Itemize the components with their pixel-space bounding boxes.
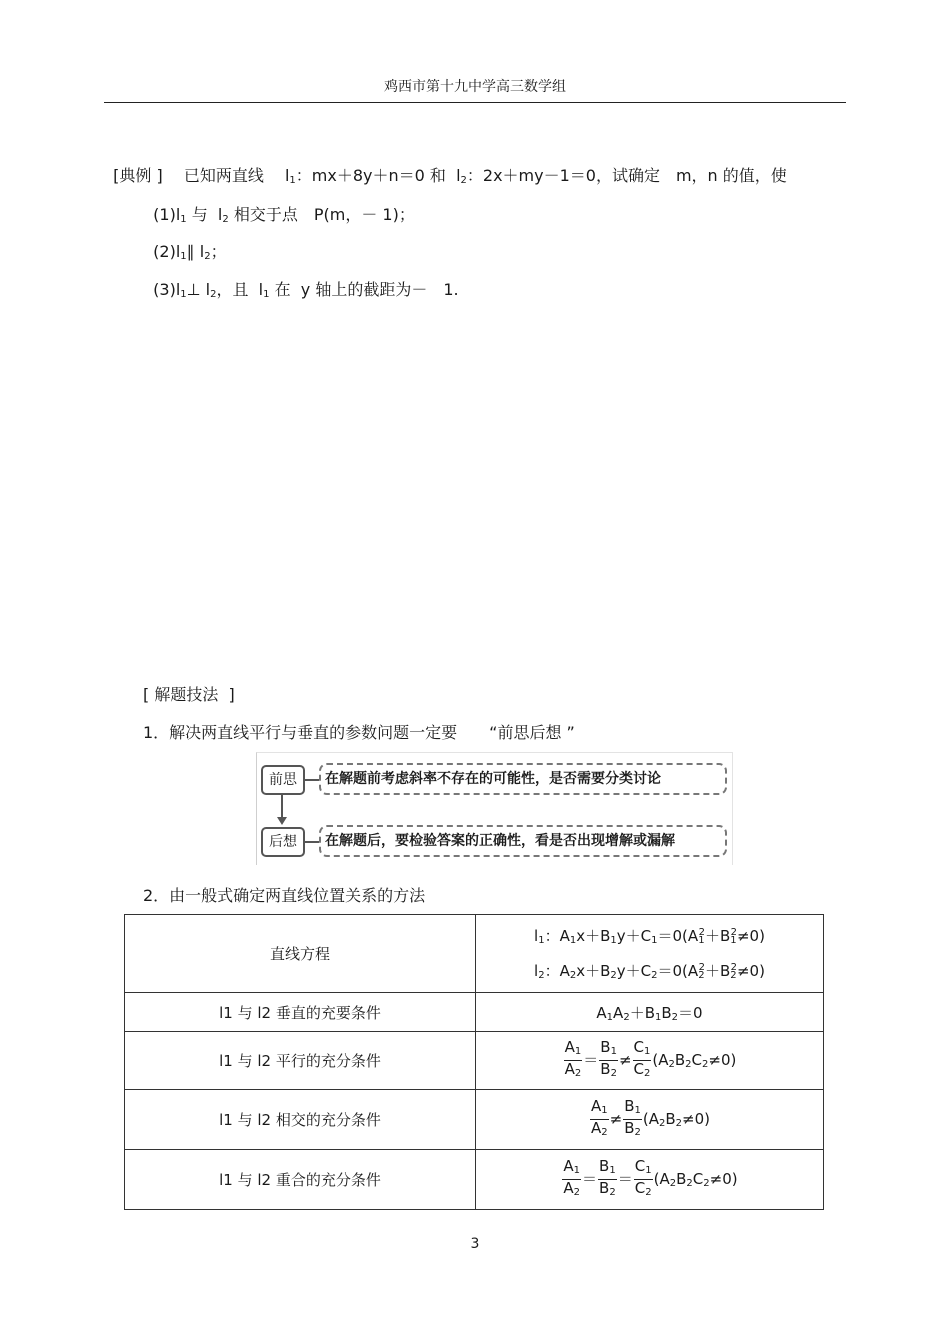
- diagram-box-after: 后想: [261, 827, 305, 857]
- q2-part-a: (2)l: [153, 242, 181, 261]
- table-cell-label: l1 与 l2 垂直的充要条件: [125, 993, 476, 1032]
- example-tag: [典例 ]: [113, 166, 163, 185]
- q1-part-b: 与 l: [186, 205, 223, 224]
- table-cell-label: l1 与 l2 重合的充分条件: [125, 1150, 476, 1210]
- table-cell-label: l1 与 l2 平行的充分条件: [125, 1032, 476, 1090]
- q1-part-c: 相交于点 P(m，－ 1)；: [228, 205, 415, 224]
- q1-part-a: (1)l: [153, 205, 181, 224]
- method-tag: [ 解题技法 ]: [143, 685, 235, 704]
- table-cell-label: l1 与 l2 相交的充分条件: [125, 1090, 476, 1150]
- question-1: $(1)l_1$ 与 $l_2$ 相交于点 P(m，－ 1)；: [153, 205, 415, 225]
- table-cell-condition: $\frac{A_1}{A_2}$ ≠ $\frac{B_1}{B_2}$ $(A_2B_2\ne 0)$: [476, 1090, 824, 1150]
- q2-part-b: ∥ l: [186, 242, 205, 261]
- table-cell-label: 直线方程: [125, 915, 476, 993]
- question-2: $(2)l_1\parallel$ $l_2$；: [153, 242, 227, 262]
- diagram-note-after: 在解题后，要检验答案的正确性，看是否出现增解或漏解: [319, 825, 727, 857]
- q3-part-d: 在 y 轴上的截距为－ 1.: [269, 280, 459, 299]
- q3-part-a: (3)l: [153, 280, 181, 299]
- arrow-down-icon: [277, 817, 287, 825]
- diagram-note-before: 在解题前考虑斜率不存在的可能性，是否需要分类讨论: [319, 763, 727, 795]
- q3-part-c: ，且 l: [216, 280, 264, 299]
- diagram-connector: [305, 841, 319, 843]
- q3-part-b: ⊥ l: [186, 280, 211, 299]
- table-row: [125, 1032, 824, 1090]
- table-cell-condition: $\frac{A_1}{A_2}$ ＝ $\frac{B_1}{B_2}$ ≠ $\frac{C_1}{C_2}$ $(A_2B_2C_2\ne 0)$: [476, 1032, 824, 1090]
- header-divider: [104, 102, 846, 103]
- example-statement: [典例 ] 已知两直线 $l_1$：mx＋8y＋n＝0 和 $l_2$：2x＋my－1＝0，试确定 m，n 的值，使: [113, 166, 787, 186]
- line-l2-equation: ：2x＋my－1＝0，试确定 m，n 的值，使: [466, 166, 787, 185]
- example-intro: 已知两直线: [183, 166, 264, 185]
- diagram-arrow-line: [281, 795, 283, 819]
- page-header-title: 鸡西市第十九中学高三数学组: [384, 79, 566, 95]
- table-row: [125, 993, 824, 1032]
- table-row: [125, 915, 824, 993]
- diagram-connector: [305, 779, 319, 781]
- table-cell-equations: [476, 915, 824, 993]
- question-3: $(3)l_1\perp$ $l_2$，且 $l_1$ 在 y 轴上的截距为－ 1.: [153, 280, 459, 300]
- line-l2-name: l: [456, 166, 461, 185]
- table-cell-condition: $\frac{A_1}{A_2}$ ＝ $\frac{B_1}{B_2}$ ＝ $\frac{C_1}{C_2}$ $(A_2B_2C_2\ne 0)$: [476, 1150, 824, 1210]
- table-row: [125, 1150, 824, 1210]
- equation-l2: $l_2$：$A_2x+B_2y+C_2=0(A_2^2+B_2^2\ne 0)$: [534, 961, 765, 981]
- position-relationship-table: [124, 914, 824, 1210]
- page-number: 3: [470, 1236, 480, 1252]
- diagram-box-before: 前思: [261, 765, 305, 795]
- q2-part-c: ；: [210, 242, 227, 261]
- method-item-2: 2．由一般式确定两直线位置关系的方法: [143, 886, 426, 905]
- line-l1-equation: ：mx＋8y＋n＝0 和: [295, 166, 446, 185]
- method-item-1: 1．解决两直线平行与垂直的参数问题一定要 “前思后想 ”: [143, 723, 575, 742]
- think-before-after-diagram: [256, 752, 733, 865]
- line-l1-name: l: [284, 166, 290, 185]
- table-cell-condition: $A_1A_2+B_1B_2=0$: [476, 993, 824, 1032]
- table-row: [125, 1090, 824, 1150]
- equation-l1: $l_1$：$A_1x+B_1y+C_1=0(A_1^2+B_1^2\ne 0)$: [534, 926, 765, 946]
